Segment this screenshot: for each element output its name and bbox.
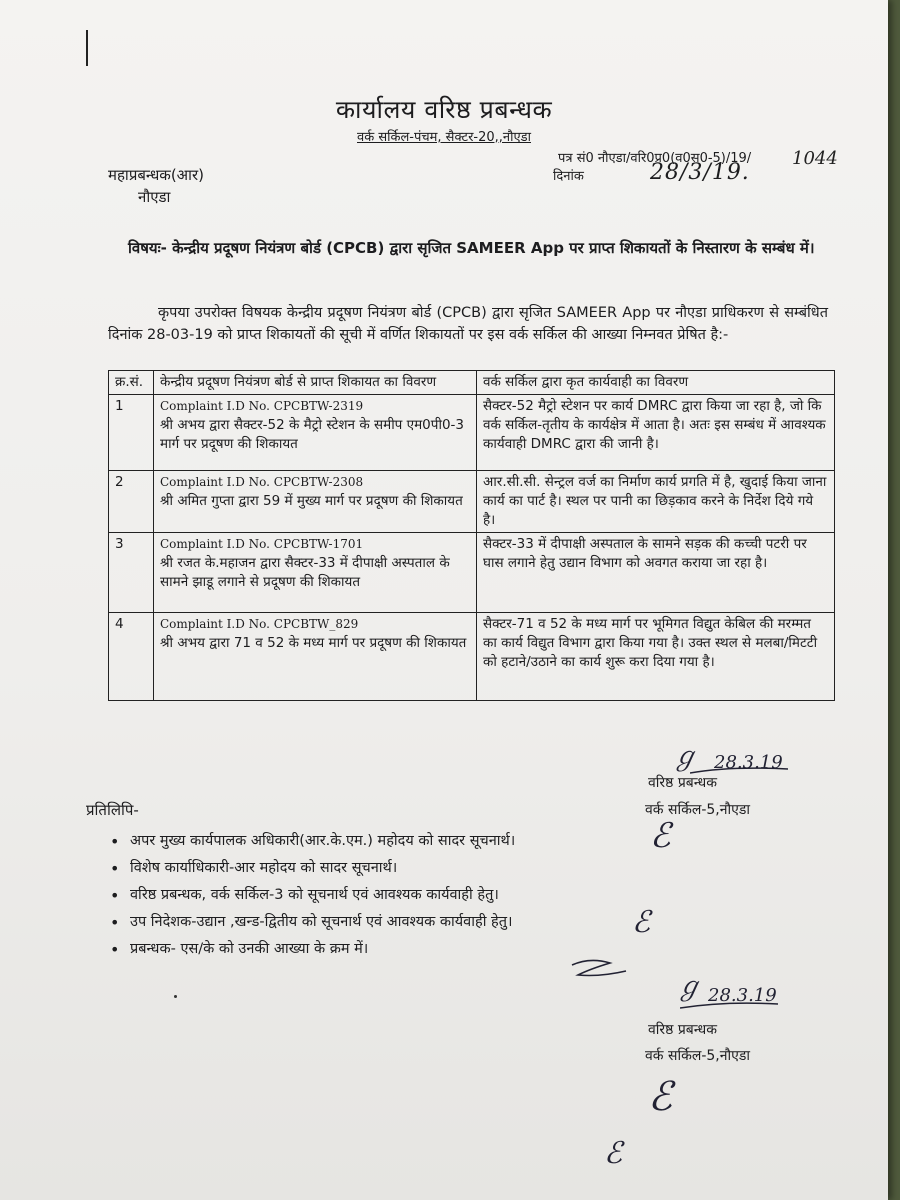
office-address: वर्क सर्किल-पंचम, सैक्टर-20,,नौएडा [357, 130, 531, 145]
complaint-id: Complaint I.D No. CPCBTW_829 [160, 617, 359, 631]
row-serial: 2 [109, 471, 154, 533]
row-complaint-cell [154, 613, 477, 701]
complaint-id: Complaint I.D No. CPCBTW-2308 [160, 475, 364, 489]
row-complaint-cell [154, 471, 477, 533]
office-title: कार्यालय वरिष्ठ प्रबन्धक [335, 95, 553, 124]
ink-dot [174, 995, 177, 998]
initials-scribble: ℰ [632, 905, 651, 940]
signature-underline [680, 1000, 780, 1012]
signature-scribble: ℊ [672, 742, 699, 772]
header-action: वर्क सर्किल द्वारा कृत कार्यवाही का विवरण [477, 371, 835, 395]
initials-scribble: ℰ [648, 1074, 673, 1120]
row-serial: 3 [109, 533, 154, 613]
date-label: दिनांक [553, 169, 584, 184]
complaint-text: श्री रजत के.महाजन द्वारा सैक्टर-33 में दीपाक्षी अस्पताल के सामने झाडू लगाने से प्रदूषण की शिकायत [160, 555, 450, 590]
list-item: • उप निदेशक-उद्यान ,खन्ड-द्वितीय को सूचनार्थ एवं आवश्यक कार्यवाही हेतु। [100, 909, 660, 936]
handwritten-date: 28/3/19. [650, 160, 750, 185]
table-row [109, 395, 835, 471]
row-action: सैक्टर-71 व 52 के मध्य मार्ग पर भूमिगत विद्युत केबिल की मरम्मत का कार्य विद्युत विभाग द्वारा किया गया है। उक्त स्थल से मलबा/मिटटी को हटाने/उठाने का कार्य शुरू करा दिया गया है। [477, 613, 835, 701]
addressee-city: नौएडा [138, 188, 171, 206]
table-row [109, 613, 835, 701]
letter-reference-label: पत्र सं0 नौएडा/वरि0प्र0(व0स0-5)/19/ [558, 151, 752, 166]
signatory-designation: वरिष्ठ प्रबन्धक [648, 775, 718, 791]
copy-to-list [100, 828, 660, 963]
initials-scribble: ℰ [604, 1136, 623, 1171]
complaints-table [108, 370, 835, 701]
list-item: • विशेष कार्याधिकारी-आर महोदय को सादर सूचनार्थ। [100, 855, 660, 882]
row-action: सैक्टर-52 मैट्रो स्टेशन पर कार्य DMRC द्वारा किया जा रहा है, जो कि वर्क सर्किल-तृतीय के कार्यक्षेत्र में आता है। अतः इस सम्बंध में आवश्यक कार्यवाही DMRC द्वारा की जानी है। [477, 395, 835, 471]
list-item: • अपर मुख्य कार्यपालक अधिकारी(आर.के.एम.) महोदय को सादर सूचनार्थ। [100, 828, 660, 855]
table-row [109, 471, 835, 533]
signatory-designation: वरिष्ठ प्रबन्धक [648, 1022, 718, 1038]
addressee-designation: महाप्रबन्धक(आर) [108, 166, 204, 184]
signature-scribble: ℊ [676, 972, 703, 1002]
header-complaint: केन्द्रीय प्रदूषण नियंत्रण बोर्ड से प्राप्त शिकायत का विवरण [154, 371, 477, 395]
row-complaint-cell [154, 533, 477, 613]
table-header-row [109, 371, 835, 395]
letter-subject: विषयः- केन्द्रीय प्रदूषण नियंत्रण बोर्ड (CPCB) द्वारा सृजित SAMEER App पर प्राप्त शिकायतों के निस्तारण के सम्बंध में। [128, 239, 815, 257]
table-row [109, 533, 835, 613]
tick-scribble [570, 955, 630, 985]
signature-date: 28.3.19 [714, 752, 783, 773]
list-item: • प्रबन्धक- एस/के को उनकी आख्या के क्रम में। [100, 936, 660, 963]
header-serial: क्र.सं. [109, 371, 154, 395]
letter-body: कृपया उपरोक्त विषयक केन्द्रीय प्रदूषण नियंत्रण बोर्ड (CPCB) द्वारा सृजित SAMEER App पर नौएडा प्राधिकरण से सम्बंधित दिनांक 28-03-19 को प्राप्त शिकायतों की सूची में वर्णित शिकायतों पर इस वर्क सर्किल की आख्या निम्नवत प्रेषित है:- [108, 305, 828, 343]
signature-date: 28.3.19 [708, 985, 777, 1006]
complaint-id: Complaint I.D No. CPCBTW-2319 [160, 399, 364, 413]
letter-reference-number: 1044 [792, 148, 838, 169]
margin-mark [86, 30, 88, 66]
row-action: आर.सी.सी. सेन्ट्रल वर्ज का निर्माण कार्य प्रगति में है, खुदाई किया जाना कार्य का पार्ट है। स्थल पर पानी का छिड़काव करने के निर्देश दिये गये है। [477, 471, 835, 533]
list-item: • वरिष्ठ प्रबन्धक, वर्क सर्किल-3 को सूचनार्थ एवं आवश्यक कार्यवाही हेतु। [100, 882, 660, 909]
row-serial: 1 [109, 395, 154, 471]
signatory-office: वर्क सर्किल-5,नौएडा [645, 1048, 750, 1064]
signatory-office: वर्क सर्किल-5,नौएडा [645, 802, 750, 818]
complaint-text: श्री अमित गुप्ता द्वारा 59 में मुख्य मार्ग पर प्रदूषण की शिकायत [160, 493, 463, 509]
row-action: सैक्टर-33 में दीपाक्षी अस्पताल के सामने सड़क की कच्ची पटरी पर घास लगाने हेतु उद्यान विभाग को अवगत कराया जा रहा है। [477, 533, 835, 613]
copy-to-label: प्रतिलिपि- [86, 801, 139, 819]
row-serial: 4 [109, 613, 154, 701]
row-complaint-cell [154, 395, 477, 471]
complaint-id: Complaint I.D No. CPCBTW-1701 [160, 537, 364, 551]
initials-scribble: ℰ [650, 816, 671, 856]
complaint-text: श्री अभय द्वारा 71 व 52 के मध्य मार्ग पर प्रदूषण की शिकायत [160, 635, 467, 651]
complaint-text: श्री अभय द्वारा सैक्टर-52 के मैट्रो स्टेशन के समीप एम0पी0-3 मार्ग पर प्रदूषण की शिकायत [160, 417, 464, 452]
